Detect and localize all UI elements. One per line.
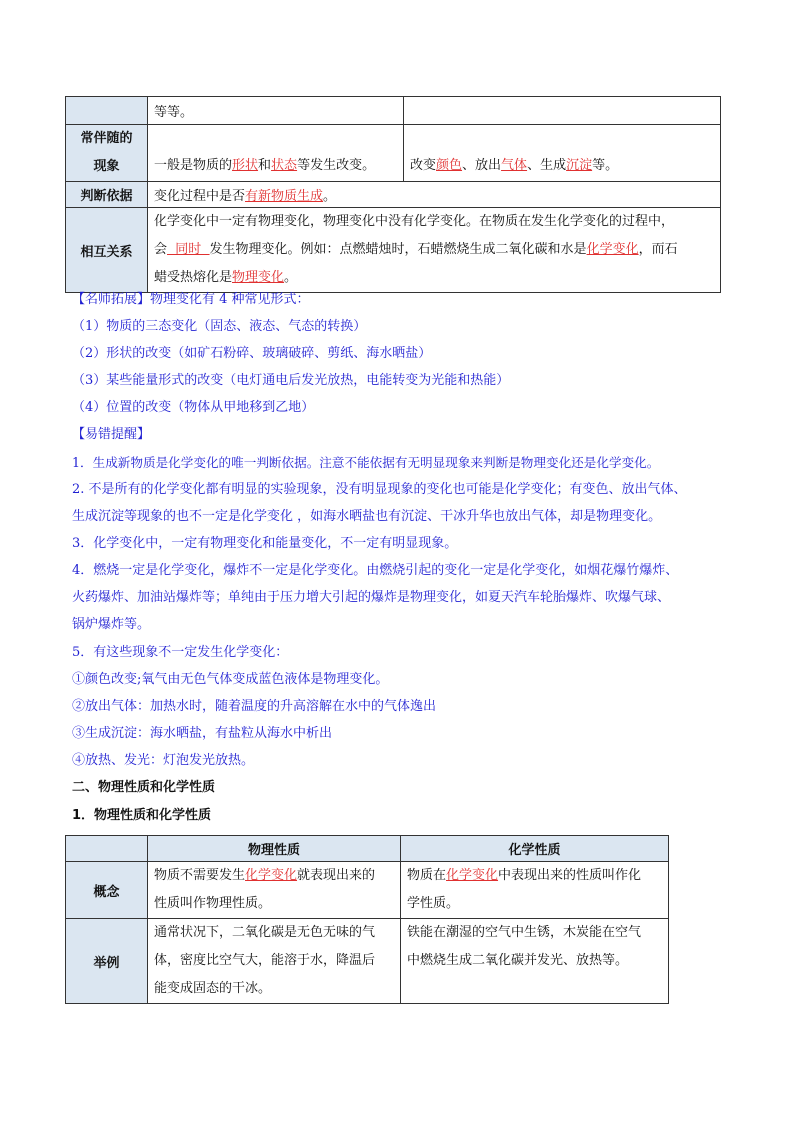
text: 等。 <box>592 157 619 173</box>
concept-line1 <box>154 862 394 890</box>
cell-physical-concept <box>148 862 401 919</box>
row-header-example: 举例 <box>66 919 148 1004</box>
cell-chemical-example <box>401 919 669 1004</box>
text: 就表现出来的 <box>297 868 376 883</box>
warn-line: 5．有这些现象不一定发生化学变化： <box>72 645 289 660</box>
example-line: 中燃烧生成二氧化碳并发光、放热等。 <box>407 953 629 968</box>
text: 物质在 <box>407 868 447 883</box>
text: 、生成 <box>527 157 567 173</box>
text: 会 <box>154 242 168 257</box>
text: 物质不需要发生 <box>154 868 246 883</box>
change-comparison-table <box>65 96 721 293</box>
answer-blank: 有新物质生成 <box>245 189 324 204</box>
concept-line2: 学性质。 <box>407 896 460 911</box>
text: 。 <box>323 189 337 204</box>
example-line: 铁能在潮湿的空气中生锈，木炭能在空气 <box>407 925 642 940</box>
expand-item: （1）物质的三态变化（固态、液态、气态的转换） <box>72 319 367 334</box>
warn-line: 锅炉爆炸等。 <box>72 617 151 632</box>
relation-line2 <box>154 236 714 264</box>
text: 和 <box>258 157 272 173</box>
answer-blank: 化学变化 <box>586 242 639 257</box>
cell-criterion <box>148 182 721 208</box>
text: 变化过程中是否 <box>154 189 246 204</box>
table-header-row <box>66 836 669 862</box>
text: 蜡受热熔化是 <box>154 270 233 285</box>
row-header-relation: 相互关系 <box>66 208 148 293</box>
answer-blank: 化学变化 <box>446 868 499 883</box>
answer-blank: 同时 <box>167 242 210 257</box>
cell-physical-phenomena <box>148 125 404 182</box>
warn-line: 生成沉淀等现象的也不一定是化学变化 ，如海水晒盐也有沉淀、干冰升华也放出气体，却是物理变化。 <box>72 509 662 524</box>
example-line: 能变成固态的干冰。 <box>154 981 272 996</box>
expand-title: 【名师拓展】物理变化有 4 种常见形式： <box>72 292 310 307</box>
column-header-chemical: 化学性质 <box>401 836 669 862</box>
answer-blank: 状态 <box>271 157 298 173</box>
example-line: 通常状况下，二氧化碳是无色无味的气 <box>154 925 376 940</box>
header-line1: 常伴随的 <box>80 131 133 146</box>
text: 。 <box>284 270 298 285</box>
text: ，而石 <box>638 242 678 257</box>
table-row <box>66 862 669 919</box>
table-row <box>66 919 669 1004</box>
section-subtitle: 1．物理性质和化学性质 <box>72 808 212 823</box>
concept-line1 <box>407 862 662 890</box>
header-line2: 现象 <box>93 159 120 174</box>
section-title: 二、物理性质和化学性质 <box>72 780 216 795</box>
warn-line: 1．生成新物质是化学变化的唯一判断依据。注意不能依据有无明显现象来判断是物理变化还是化学变化。 <box>72 455 660 470</box>
row-header-criterion: 判断依据 <box>66 182 148 208</box>
relation-line3 <box>154 264 714 292</box>
cell-relation <box>148 208 721 293</box>
expand-item: （4）位置的改变（物体从甲地移到乙地） <box>72 400 315 415</box>
warn-line: 4．燃烧一定是化学变化，爆炸不一定是化学变化。由燃烧引起的变化一定是化学变化，如烟花爆竹爆炸、 <box>72 563 679 578</box>
row-header-phenomena <box>66 125 148 182</box>
relation-line1: 化学变化中一定有物理变化，物理变化中没有化学变化。在物质在发生化学变化的过程中， <box>154 214 675 229</box>
cell-physical-example <box>148 919 401 1004</box>
warn-line: ②放出气体：加热水时，随着温度的升高溶解在水中的气体逸出 <box>72 699 437 714</box>
properties-table <box>65 835 669 1004</box>
answer-blank: 形状 <box>232 157 259 173</box>
cell-empty <box>404 97 721 125</box>
cell-continued-text: 等等。 <box>148 97 404 125</box>
concept-line2: 性质叫作物理性质。 <box>154 896 272 911</box>
cell-chemical-concept <box>401 862 669 919</box>
answer-blank: 沉淀 <box>566 157 593 173</box>
row-header-concept: 概念 <box>66 862 148 919</box>
answer-blank: 气体 <box>501 157 528 173</box>
column-header-physical: 物理性质 <box>148 836 401 862</box>
text: 一般是物质的 <box>154 157 233 173</box>
warn-line: ③生成沉淀：海水晒盐，有盐粒从海水中析出 <box>72 726 333 741</box>
table-row <box>66 97 721 125</box>
text: 发生物理变化。例如：点燃蜡烛时，石蜡燃烧生成二氧化碳和水是 <box>209 242 587 257</box>
warn-line: ①颜色改变;氧气由无色气体变成蓝色液体是物理变化。 <box>72 672 389 687</box>
expand-item: （2）形状的改变（如矿石粉碎、玻璃破碎、剪纸、海水晒盐） <box>72 346 432 361</box>
answer-blank: 颜色 <box>436 157 463 173</box>
warn-line: ④放热、发光：灯泡发光放热。 <box>72 753 255 768</box>
table-row <box>66 182 721 208</box>
cell-chemical-phenomena <box>404 125 721 182</box>
expand-item: （3）某些能量形式的改变（电灯通电后发光放热，电能转变为光能和热能） <box>72 373 510 388</box>
warn-line: 2. 不是所有的化学变化都有明显的实验现象，没有明显现象的变化也可能是化学变化；有变色、放出气体、 <box>72 482 687 497</box>
answer-blank: 化学变化 <box>245 868 298 883</box>
text: 等发生改变。 <box>297 157 376 173</box>
table-row <box>66 125 721 182</box>
text: 、放出 <box>462 157 502 173</box>
warn-line: 3．化学变化中，一定有物理变化和能量变化，不一定有明显现象。 <box>72 536 458 551</box>
corner-cell <box>66 836 148 862</box>
example-line: 体，密度比空气大，能溶于水，降温后 <box>154 953 376 968</box>
warn-title: 【易错提醒】 <box>72 427 151 442</box>
row-header-empty <box>66 97 148 125</box>
answer-blank: 物理变化 <box>232 270 285 285</box>
warn-line: 火药爆炸、加油站爆炸等；单纯由于压力增大引起的爆炸是物理变化，如夏天汽车轮胎爆炸、吹爆气球、 <box>72 590 671 605</box>
text: 改变 <box>410 157 437 173</box>
table-row <box>66 208 721 293</box>
text: 中表现出来的性质叫作化 <box>498 868 642 883</box>
